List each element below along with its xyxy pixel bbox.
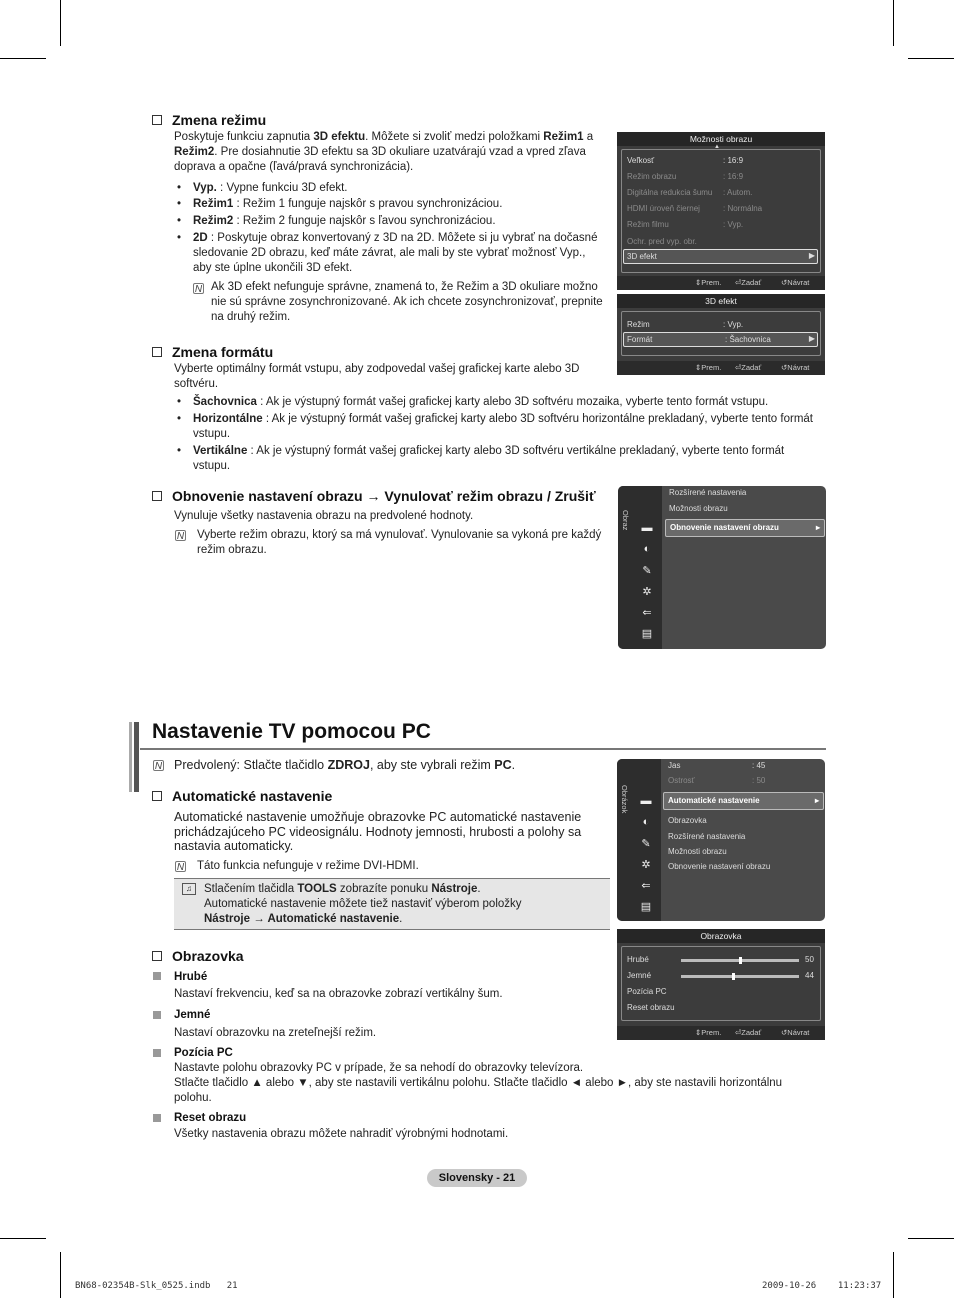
menu-obraz-side [618,486,826,649]
item-text-hrube: Nastaví frekvenciu, keď sa na obrazovke zobrazí vertikálny šum. [174,988,503,1000]
note-icon: N [176,531,185,542]
item-text-reset-obrazu: Všetky nastavenia obrazu môžete nahradiť výrobnými hodnotami. [174,1128,509,1140]
menu-row-hdmi-uroven[interactable]: HDMI úroveň čiernej : Normálna [627,204,763,213]
checkbox-bullet-icon [152,951,162,961]
picture-icon[interactable]: ▬ [640,795,652,807]
section1-intro: Poskytuje funkciu zapnutia 3D efektu. Môžete si zvoliť medzi položkami Režim1 a Režim2. Pre dosiahnutie 3D efektu sa 3D okuliare uzatvárajú vzad a vpred zľava doprava a opačne (ľavá/pravá synchronizácia). [174,131,594,173]
menu-item-moznosti-obrazu[interactable]: Možnosti obrazu [668,847,727,856]
menu-3d-efekt [617,294,825,375]
item-title-pozicia-pc: Pozícia PC [174,1047,233,1059]
menu-item-rozsirene[interactable]: Rozšírené nastavenia [669,488,747,497]
item-title-jemne: Jemné [174,1009,211,1021]
print-footer-right: 2009-10-26 11:23:37 [762,1281,882,1291]
menu-row-reset-obrazu[interactable]: Reset obrazu [627,1003,675,1012]
square-bullet-icon [153,972,161,980]
tools-tip-text: Stlačením tlačidla TOOLS zobrazíte ponuku Nástroje. Automatické nastavenie môžete tiež nastaviť výberom položky Nástroje → Automatické nastavenie. [204,883,522,925]
setup-gear-icon[interactable]: ✲ [642,586,652,598]
crop-mark [893,0,894,46]
bullet-sachovnica: • Šachovnica : Ak je výstupný formát vašej grafickej karty alebo 3D softvéru mozaika, vyberte tento formát vstupu. [177,396,769,408]
menu-item-obnovenie[interactable]: Obnovenie nastavení obrazu ▸ [665,519,825,537]
menu-item-automaticke-nastavenie[interactable]: Automatické nastavenie ▸ [663,792,824,810]
menu-row-rezim[interactable]: Režim : Vyp. [627,320,744,329]
side-label: Obraz [621,510,630,531]
item-text-jemne: Nastaví obrazovku na zreteľnejší režim. [174,1027,377,1039]
menu-footer: ⇕ Prem. ⏎ Zadať ↺ Návrat [617,1026,825,1040]
crop-mark [0,58,46,59]
input-icon[interactable]: ⇐ [641,880,651,892]
checkbox-bullet-icon [152,791,162,801]
section-heading-obnovenie: Obnovenie nastavení obrazu → Vynulovať režim obrazu / Zrušiť [152,488,596,504]
note-icon: N [194,284,203,295]
slider-jemne[interactable] [681,975,799,978]
square-bullet-icon [153,1011,161,1019]
sound-icon[interactable]: ◐ [642,816,650,828]
slider-knob[interactable] [739,957,742,964]
arrow-right-icon: ▶ [808,251,815,260]
auto-note: Táto funkcia nefunguje v režime DVI-HDMI. [197,860,419,872]
checkbox-bullet-icon [152,115,162,125]
item-text-pozicia-pc: Nastavte polohu obrazovky PC v prípade, že sa nehodí do obrazovky televízora. Stlačte tlačidlo ▲ alebo ▼, aby ste nastavili vertikálnu polohu. Stlačte tlačidlo ◄ alebo ►, aby ste nastavili horizontálnu polohu. [174,1062,783,1104]
print-footer-left: BN68-02354B-Slk_0525.indb 21 [75,1281,238,1291]
bullet-horizontalne: • Horizontálne : Ak je výstupný formát vašej grafickej karty alebo 3D softvéru horizontálne prekladaný, vyberte tento formát vstupu. [177,413,813,440]
slider-hrube[interactable] [681,959,799,962]
slider-knob[interactable] [732,973,735,980]
auto-intro: Automatické nastavenie umožňuje obrazovke PC automatické nastavenie prichádzajúceho PC videosignálu. Hodnoty jemnosti, hrubosti a polohy sa nastavia automaticky. [174,810,582,853]
menu-title: Možnosti obrazu [617,132,825,146]
menu-row-ochr-pred-vyp[interactable]: Ochr. pred vyp. obr. [627,237,697,246]
pc-predvoleny: Predvolený: Stlačte tlačidlo ZDROJ, aby ste vybrali režim PC. [174,758,516,772]
bullet-rezim1: • Režim1 : Režim 1 funguje najskôr s pravou synchronizáciou. [177,198,503,210]
crop-mark [60,0,61,46]
application-icon[interactable]: ▤ [641,628,653,640]
bullet-rezim2: • Režim2 : Režim 2 funguje najskôr s ľavou synchronizáciou. [177,215,496,227]
arrow-right-icon: ▶ [808,334,815,343]
crop-mark [908,58,954,59]
tools-icon: ♫ [182,883,196,895]
crop-mark [893,1252,894,1298]
section-heading-automaticke: Automatické nastavenie [152,788,332,804]
square-bullet-icon [153,1049,161,1057]
channel-icon[interactable]: ✎ [642,565,652,577]
menu-title: Obrazovka [617,929,825,943]
square-bullet-icon [153,1114,161,1122]
page-number: Slovensky - 21 [427,1169,527,1187]
section1-note: Ak 3D efekt nefunguje správne, znamená to, že Režim a 3D okuliare možno nie sú správne zosynchronizované. Ak ich chcete zosynchronizovať, prepnite na druhý režim. [211,281,603,323]
menu-obrazok-side [617,759,825,921]
menu-obrazovka [617,929,825,1040]
section-heading-zmena-formatu: Zmena formátu [152,344,273,360]
menu-row-digitalna-redukcia[interactable]: Digitálna redukcia šumu : Autom. [627,188,753,197]
crop-mark [908,1238,954,1239]
bullet-vertikalne: • Vertikálne : Ak je výstupný formát vašej grafickej karty alebo 3D softvéru vertikálne prekladaný, vyberte tento formát vstupu. [177,445,785,472]
checkbox-bullet-icon [152,491,162,501]
section3-intro: Vynuluje všetky nastavenia obrazu na predvolené hodnoty. [174,510,474,522]
menu-row-pozicia-pc[interactable]: Pozícia PC [627,987,667,996]
crop-mark [0,1238,46,1239]
menu-row-rezim-filmu[interactable]: Režim filmu : Vyp. [627,220,744,229]
setup-gear-icon[interactable]: ✲ [641,859,651,871]
application-icon[interactable]: ▤ [640,901,652,913]
input-icon[interactable]: ⇐ [642,607,652,619]
section-heading-obrazovka: Obrazovka [152,948,244,964]
menu-footer: ⇕ Prem. ⏎ Zadať ↺ Návrat [617,276,825,290]
menu-row-jemne[interactable]: Jemné 44 [627,971,814,980]
menu-footer: ⇕ Prem. ⏎ Zadať ↺ Návrat [617,361,825,375]
menu-item-rozsirene[interactable]: Rozšírené nastavenia [668,832,746,841]
page-title: Nastavenie TV pomocou PC [152,720,431,743]
sound-icon[interactable]: ◐ [643,543,651,555]
bullet-2d: • 2D : Poskytuje obraz konvertovaný z 3D na 2D. Môžete si ju vybrať na dočasné sledovanie 2D obrazu, keď máte závrat, ale mali by ste vybrať možnosť Vyp., aby ste úplne ukončili 3D efekt. [177,232,598,274]
menu-row-3d-efekt[interactable]: 3D efekt ▶ [623,249,818,264]
menu-row-velkost[interactable]: Veľkosť : 16:9 [627,156,744,165]
side-label: Obrázok [620,785,629,814]
checkbox-bullet-icon [152,347,162,357]
menu-item-ostrost[interactable]: Ostrosť : 50 [668,776,766,785]
tools-tip-box [174,878,610,930]
menu-row-format[interactable]: Formát : Šachovnica ▶ [623,332,818,347]
crop-mark [60,1252,61,1298]
menu-title: 3D efekt [617,294,825,308]
menu-item-jas[interactable]: Jas : 45 [668,761,766,770]
title-bar-accent [129,722,132,792]
section3-note: Vyberte režim obrazu, ktorý sa má vynulovať. Vynulovanie sa vykoná pre každý režim obrazu. [197,529,602,556]
arrow-up-icon: ▲ [714,144,720,150]
channel-icon[interactable]: ✎ [641,838,651,850]
section-heading-zmena-rezimu: Zmena režimu [152,112,266,128]
menu-item-obrazovka[interactable]: Obrazovka [668,816,707,825]
menu-item-moznosti-obrazu[interactable]: Možnosti obrazu [669,504,728,513]
menu-item-obnovenie[interactable]: Obnovenie nastavení obrazu [668,862,771,871]
menu-moznosti-obrazu [617,132,825,290]
note-icon: N [154,761,163,772]
item-title-reset-obrazu: Reset obrazu [174,1112,247,1124]
item-title-hrube: Hrubé [174,971,208,983]
title-rule [140,748,826,750]
menu-row-hrube[interactable]: Hrubé 50 [627,955,814,964]
section2-intro: Vyberte optimálny formát vstupu, aby zodpovedal vašej grafickej karte alebo 3D softvéru. [174,363,580,390]
title-bar-accent [134,722,139,792]
note-icon: N [176,862,185,873]
menu-row-rezim-obrazu[interactable]: Režim obrazu : 16:9 [627,172,744,181]
picture-icon[interactable]: ▬ [641,522,653,534]
bullet-vyp: • Vyp. : Vypne funkciu 3D efekt. [177,182,348,194]
